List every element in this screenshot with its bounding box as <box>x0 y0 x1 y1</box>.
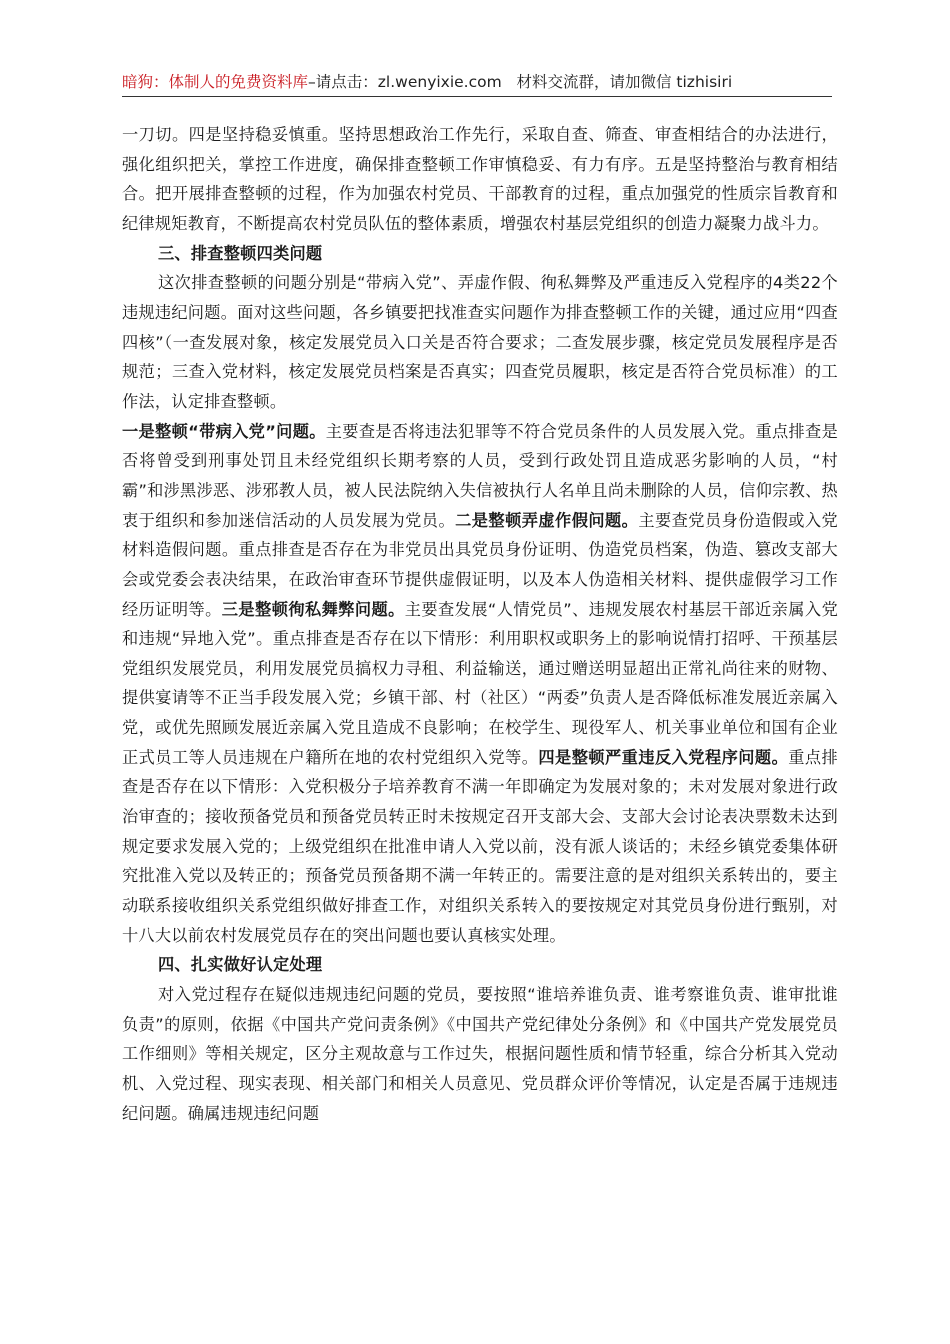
paragraph-four-problems <box>122 417 838 951</box>
paragraph-continuation: 一刀切。四是坚持稳妥慎重。坚持思想政治工作先行，采取自查、筛查、审查相结合的办法进行，强化组织把关，掌控工作进度，确保排查整顿工作审慎稳妥、有力有序。五是坚持整治与教育相结合。把开展排查整顿的过程，作为加强农村党员、干部教育的过程，重点加强党的性质宗旨教育和纪律规矩教育，不断提高农村党员队伍的整体素质，增强农村基层党组织的创造力凝聚力战斗力。 <box>122 125 838 233</box>
paragraph-section-4: 对入党过程存在疑似违规违纪问题的党员，要按照“谁培养谁负责、谁考察谁负责、谁审批谁负责”的原则，依据《中国共产党问责条例》《中国共产党纪律处分条例》和《中国共产党发展党员工作细则》等相关规定，区分主观故意与工作过失，根据问题性质和情节轻重，综合分析其入党动机、入党过程、现实表现、相关部门和相关人员意见、党员群众评价等情况，认定是否属于违规违纪问题。确属违规违纪问题 <box>122 985 838 1123</box>
header-brand: 暗狗：体制人的免费资料库 <box>122 73 309 91</box>
header-contact: 材料交流群，请加微信 tizhisiri <box>516 73 733 91</box>
paragraph-section-3-intro: 这次排查整顿的问题分别是“带病入党”、弄虚作假、徇私舞弊及严重违反入党程序的4类22个违规违纪问题。面对这些问题，各乡镇要把找准查实问题作为排查整顿工作的关键，通过应用“四查四核”（一查发展对象，核定发展党员入口关是否符合要求；二查发展步骤，核定党员发展程序是否规范；三查入党材料，核定发展党员档案是否真实；四查党员履职，核定是否符合党员标准）的工作法，认定排查整顿。 <box>122 273 838 411</box>
bold-item-3: 三是整顿徇私舞弊问题。 <box>221 599 405 619</box>
header-url-link[interactable]: zl.wenyixie.com <box>377 73 502 91</box>
page-header <box>122 68 832 97</box>
section-heading-4: 四、扎实做好认定处理 <box>158 955 323 975</box>
header-prompt: –请点击： <box>308 73 378 91</box>
section-heading-3: 三、排查整顿四类问题 <box>158 243 323 263</box>
bold-item-4: 四是整顿严重违反入党程序问题。 <box>538 747 789 767</box>
item-1-text: 主要查是否将违法犯罪等不符合党员条件的人员发展入党。重点排查是否将曾受到刑事处罚且未经党组织长期考察的人员，受到行政处罚且造成恶劣影响的人员，“村霸”和涉黑涉恶、涉邪教人员，被人民法院纳入失信被执行人名单且尚未删除的人员，信仰宗教、热衷于组织和参加迷信活动的人员发展为党员。 <box>122 421 839 530</box>
document-body <box>122 120 838 1128</box>
item-2-text: 主要查党员身份造假或入党材料造假问题。重点排查是否存在为非党员出具党员身份证明、伪造党员档案，伪造、篡改支部大会或党委会表决结果，在政治审查环节提供虚假证明，以及本人伪造相关材料、提供虚假学习工作经历证明等。 <box>122 510 838 619</box>
item-3-text: 主要查发展“人情党员”、违规发展农村基层干部近亲属入党和违规“异地入党”。重点排查是否存在以下情形：利用职权或职务上的影响说情打招呼、干预基层党组织发展党员，利用发展党员搞权力寻租、利益输送，通过赠送明显超出正常礼尚往来的财物、提供宴请等不正当手段发展入党；乡镇干部、村（社区）“两委”负责人是否降低标准发展近亲属入党，或优先照顾发展近亲属入党且造成不良影响；在校学生、现役军人、机关事业单位和国有企业正式员工等人员违规在户籍所在地的农村党组织入党等。 <box>122 599 839 767</box>
item-4-text: 重点排查是否存在以下情形：入党积极分子培养教育不满一年即确定为发展对象的；未对发展对象进行政治审查的；接收预备党员和预备党员转正时未按规定召开支部大会、支部大会讨论表决票数未达到规定要求发展入党的；上级党组织在批准申请人入党以前，没有派人谈话的；未经乡镇党委集体研究批准入党以及转正的；预备党员预备期不满一年转正的。需要注意的是对组织关系转出的，要主动联系接收组织关系党组织做好排查工作，对组织关系转入的要按规定对其党员身份进行甄别，对十八大以前农村发展党员存在的突出问题也要认真核实处理。 <box>122 747 838 945</box>
bold-item-1: 一是整顿“带病入党”问题。 <box>122 421 326 441</box>
bold-item-2: 二是整顿弄虚作假问题。 <box>455 510 639 530</box>
